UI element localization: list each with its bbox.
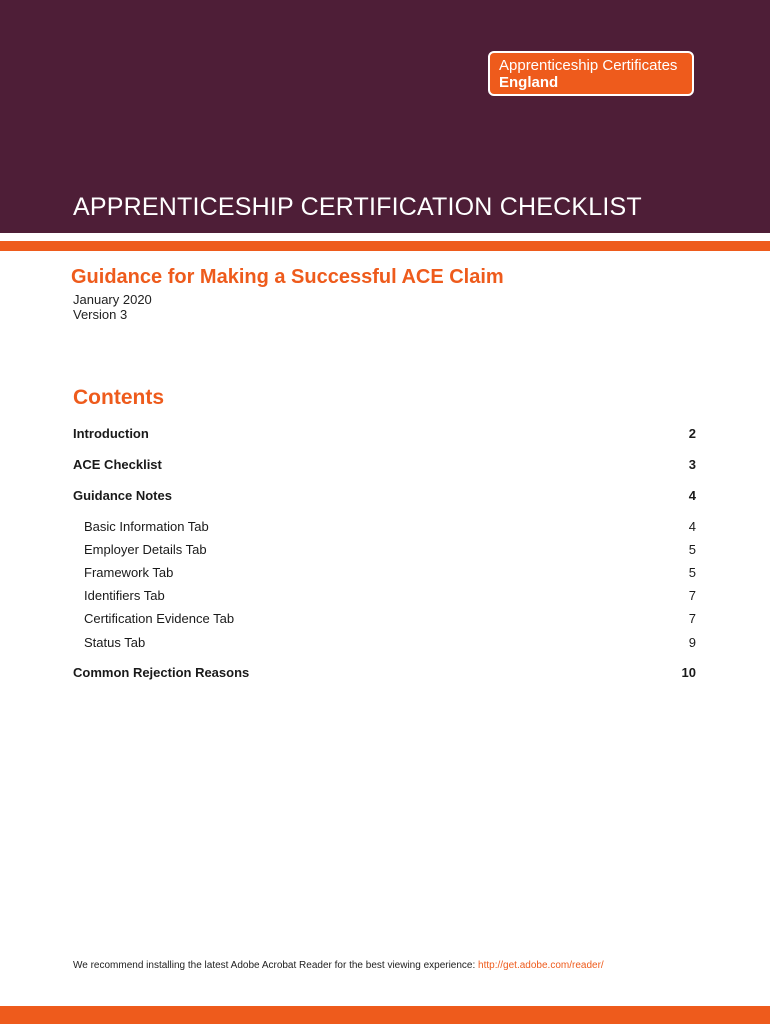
toc-entry-label: Framework Tab <box>84 564 174 580</box>
ace-logo <box>488 51 694 96</box>
adobe-reader-link[interactable]: http://get.adobe.com/reader/ <box>478 960 604 971</box>
toc-entry-introduction[interactable] <box>73 425 696 441</box>
toc-entry-page: 9 <box>688 634 696 650</box>
toc-entry-status-tab[interactable] <box>73 634 696 650</box>
toc-entry-label: ACE Checklist <box>73 456 162 472</box>
toc-entry-framework-tab[interactable] <box>73 564 696 580</box>
toc-entry-label: Certification Evidence Tab <box>84 610 235 626</box>
toc-entry-page: 4 <box>688 518 696 534</box>
document-title: APPRENTICESHIP CERTIFICATION CHECKLIST <box>73 193 642 221</box>
footer-note-text: We recommend installing the latest Adobe Acrobat Reader for the best viewing experience: <box>73 960 479 971</box>
header-banner <box>0 0 770 233</box>
toc-entry-label: Introduction <box>73 425 149 441</box>
document-date: January 2020 <box>73 292 152 307</box>
document-version: Version 3 <box>73 307 128 322</box>
toc-entry-label: Employer Details Tab <box>84 541 207 557</box>
toc-entry-page: 3 <box>688 456 696 472</box>
toc-entry-label: Identifiers Tab <box>84 587 165 603</box>
toc-entry-label: Common Rejection Reasons <box>73 664 250 680</box>
toc-entry-certification-evidence-tab[interactable] <box>73 610 696 626</box>
contents-heading: Contents <box>73 386 164 409</box>
header-divider-band <box>0 241 770 251</box>
footer-note <box>73 960 604 971</box>
toc-entry-page: 7 <box>688 610 696 626</box>
toc-entry-label: Guidance Notes <box>73 487 172 503</box>
toc-entry-page: 7 <box>688 587 696 603</box>
toc-entry-page: 4 <box>688 487 696 503</box>
logo-text-line2: England <box>499 74 559 91</box>
document-subtitle: Guidance for Making a Successful ACE Claim <box>71 266 504 288</box>
toc-entry-page: 10 <box>681 664 696 680</box>
toc-entry-page: 5 <box>688 541 696 557</box>
toc-entry-guidance-notes[interactable] <box>73 487 696 503</box>
toc-entry-common-rejection-reasons[interactable] <box>73 664 696 680</box>
toc-entry-identifiers-tab[interactable] <box>73 587 696 603</box>
footer-band <box>0 1006 770 1024</box>
toc-entry-label: Basic Information Tab <box>84 518 209 534</box>
toc-entry-ace-checklist[interactable] <box>73 456 696 472</box>
toc-entry-page: 5 <box>688 564 696 580</box>
toc-entry-page: 2 <box>688 425 696 441</box>
logo-text-line1: Apprenticeship Certificates <box>499 57 678 74</box>
toc-entry-label: Status Tab <box>84 634 146 650</box>
toc-entry-employer-details-tab[interactable] <box>73 541 696 557</box>
toc-entry-basic-information-tab[interactable] <box>73 518 696 534</box>
